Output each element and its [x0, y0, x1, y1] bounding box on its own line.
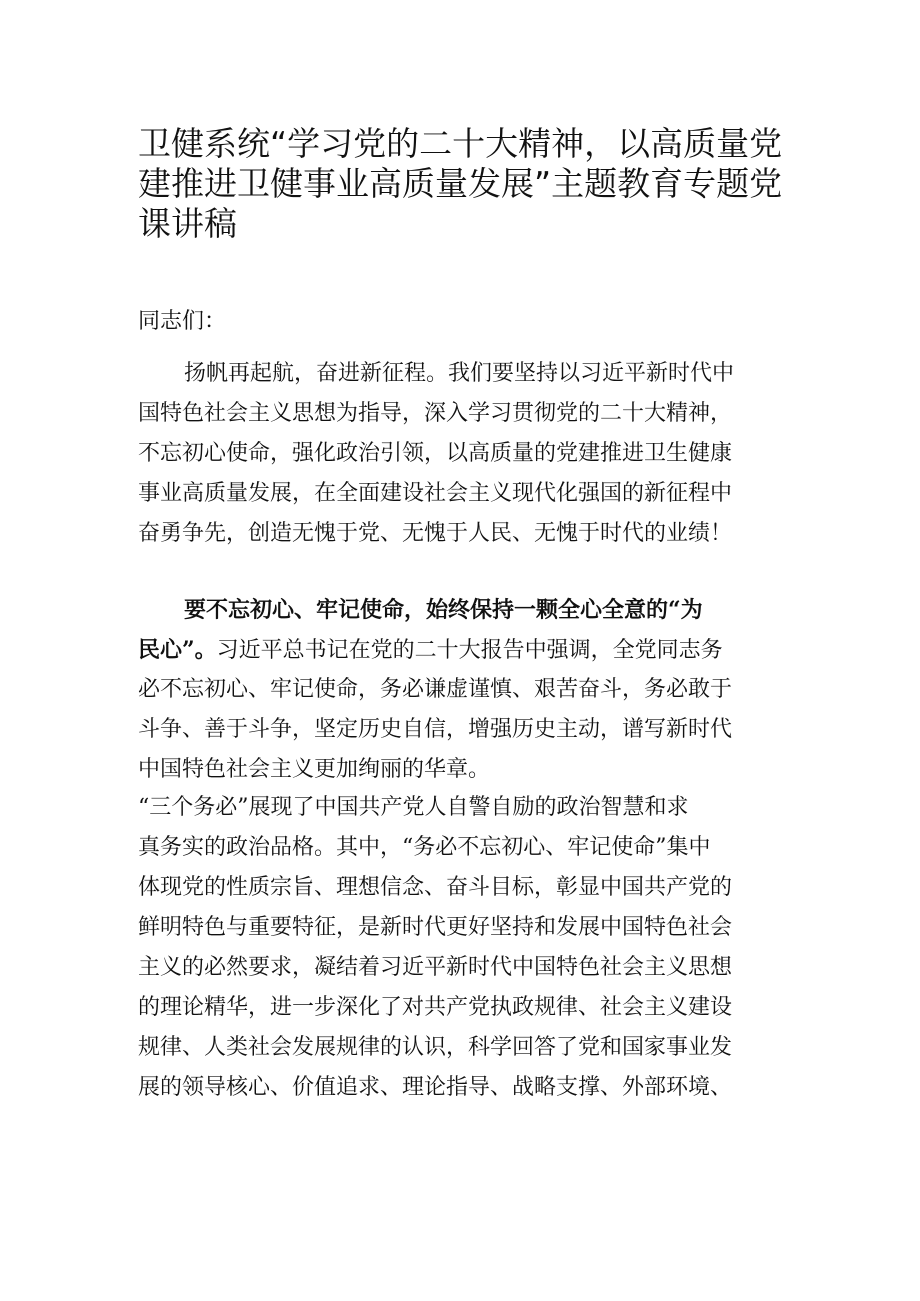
section-heading-end: 民心”。	[138, 637, 217, 663]
paragraph-line: 体现党的性质宗旨、理想信念、奋斗目标，彰显中国共产党的	[138, 875, 733, 900]
salutation: 同志们：	[138, 309, 227, 334]
paragraph-line: 事业高质量发展，在全面建设社会主义现代化强国的新征程中	[138, 481, 733, 506]
paragraph-line-rest: 习近平总书记在党的二十大报告中强调，全党同志务	[216, 638, 723, 663]
title-line: 卫健系统“学习党的二十大精神，以高质量党	[138, 124, 783, 163]
paragraph-line: 主义的必然要求，凝结着习近平新时代中国特色社会主义思想	[138, 955, 733, 980]
paragraph-line: 鲜明特色与重要特征，是新时代更好坚持和发展中国特色社会	[138, 915, 733, 940]
paragraph-line: 中国特色社会主义更加绚丽的华章。	[138, 757, 491, 782]
paragraph-1	[138, 354, 808, 554]
paragraph-line: 扬帆再起航，奋进新征程。我们要坚持以习近平新时代中	[184, 361, 735, 386]
paragraph-line: 必不忘初心、牢记使命，务必谦虚谨慎、艰苦奋斗，务必敢于	[138, 677, 733, 702]
paragraph-line: 不忘初心使命，强化政治引领，以高质量的党建推进卫生健康	[138, 441, 733, 466]
title-line: 课讲稿	[138, 204, 237, 243]
title-line: 建推进卫健事业高质量发展”主题教育专题党	[138, 164, 783, 203]
paragraph-line: “三个务必”展现了中国共产党人自警自励的政治智慧和求	[138, 795, 689, 820]
paragraph-line: 规律、人类社会发展规律的认识，科学回答了党和国家事业发	[138, 1035, 733, 1060]
document-title	[138, 124, 798, 244]
paragraph-line: 奋勇争先，创造无愧于党、无愧于人民、无愧于时代的业绩！	[138, 521, 733, 546]
paragraph-line	[138, 630, 808, 670]
section-heading: 要不忘初心、牢记使命，始终保持一颗全心全意的“为	[184, 597, 703, 623]
paragraph-line: 真务实的政治品格。其中，“务必不忘初心、牢记使命”集中	[138, 835, 711, 860]
paragraph-line: 国特色社会主义思想为指导，深入学习贯彻党的二十大精神，	[138, 401, 733, 426]
paragraph-line: 展的领导核心、价值追求、理论指导、战略支撑、外部环境、	[138, 1075, 733, 1100]
paragraph-line: 的理论精华，进一步深化了对共产党执政规律、社会主义建设	[138, 995, 733, 1020]
paragraph-line: 斗争、善于斗争，坚定历史自信，增强历史主动，谱写新时代	[138, 717, 733, 742]
paragraph-2	[138, 590, 808, 790]
paragraph-3	[138, 788, 808, 1108]
